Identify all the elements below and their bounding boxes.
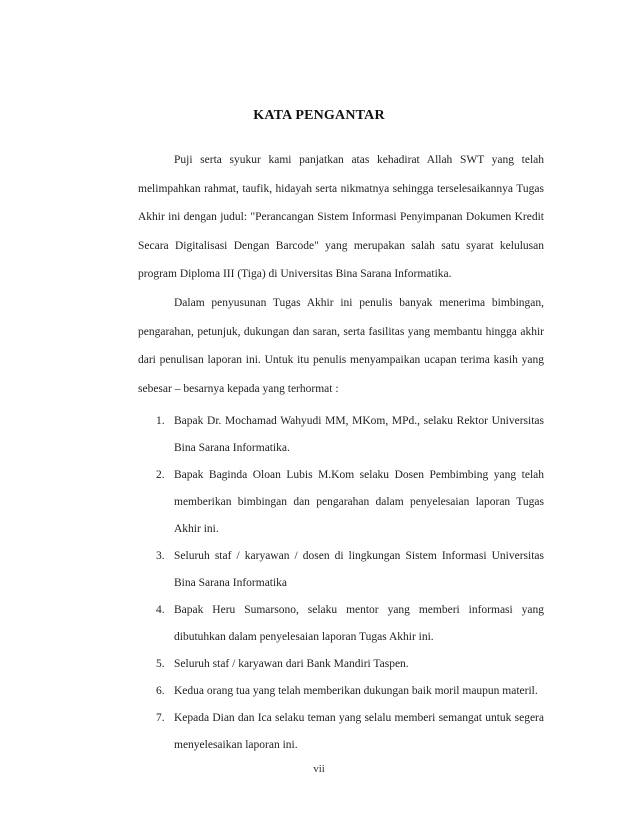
list-item-number: 3.	[156, 550, 165, 562]
list-item-text: Kepada Dian dan Ica selaku teman yang selalu memberi semangat untuk segera menyelesaikan laporan ini.	[174, 712, 544, 751]
list-item-number: 4.	[156, 604, 165, 616]
list-item-text: Bapak Dr. Mochamad Wahyudi MM, MKom, MPd., selaku Rektor Universitas Bina Sarana Informatika.	[174, 415, 544, 454]
list-item-number: 7.	[156, 712, 165, 724]
list-item	[138, 462, 544, 543]
paragraph-intro: Puji serta syukur kami panjatkan atas kehadirat Allah SWT yang telah melimpahkan rahmat, taufik, hidayah serta nikmatnya sehingga terselesaikannya Tugas Akhir ini dengan judul: "Perancangan Sistem Informasi Penyimpanan Dokumen Kredit Secara Digitalisasi Dengan Barcode" yang merupakan salah satu syarat kelulusan program Diploma III (Tiga) di Universitas Bina Sarana Informatika.	[138, 154, 544, 280]
list-item-text: Bapak Baginda Oloan Lubis M.Kom selaku Dosen Pembimbing yang telah memberikan bimbingan dan pengarahan dalam penyelesaian laporan Tugas Akhir ini.	[174, 469, 544, 535]
list-item	[138, 597, 544, 651]
list-item-text: Bapak Heru Sumarsono, selaku mentor yang memberi informasi yang dibutuhkan dalam penyelesaian laporan Tugas Akhir ini.	[174, 604, 544, 643]
list-item-text: Kedua orang tua yang telah memberikan dukungan baik moril maupun materil.	[174, 685, 538, 697]
list-item-text: Seluruh staf / karyawan dari Bank Mandiri Taspen.	[174, 658, 409, 670]
list-item	[138, 651, 544, 678]
paragraph-acknowledgement: Dalam penyusunan Tugas Akhir ini penulis banyak menerima bimbingan, pengarahan, petunjuk, dukungan dan saran, serta fasilitas yang membantu hingga akhir dari penulisan laporan ini. Untuk itu penulis menyampaikan ucapan terima kasih yang sebesar – besarnya kepada yang terhormat :	[138, 297, 544, 395]
list-item	[138, 543, 544, 597]
list-item-number: 6.	[156, 685, 165, 697]
list-item	[138, 678, 544, 705]
page-title: KATA PENGANTAR	[253, 108, 385, 123]
list-item-text: Seluruh staf / karyawan / dosen di lingkungan Sistem Informasi Universitas Bina Sarana Informatika	[174, 550, 544, 589]
list-item-number: 1.	[156, 415, 165, 427]
acknowledgement-list	[138, 408, 544, 759]
list-item-number: 2.	[156, 469, 165, 481]
list-item	[138, 705, 544, 759]
list-item	[138, 408, 544, 462]
list-item-number: 5.	[156, 658, 165, 670]
page-number: vii	[313, 763, 325, 775]
